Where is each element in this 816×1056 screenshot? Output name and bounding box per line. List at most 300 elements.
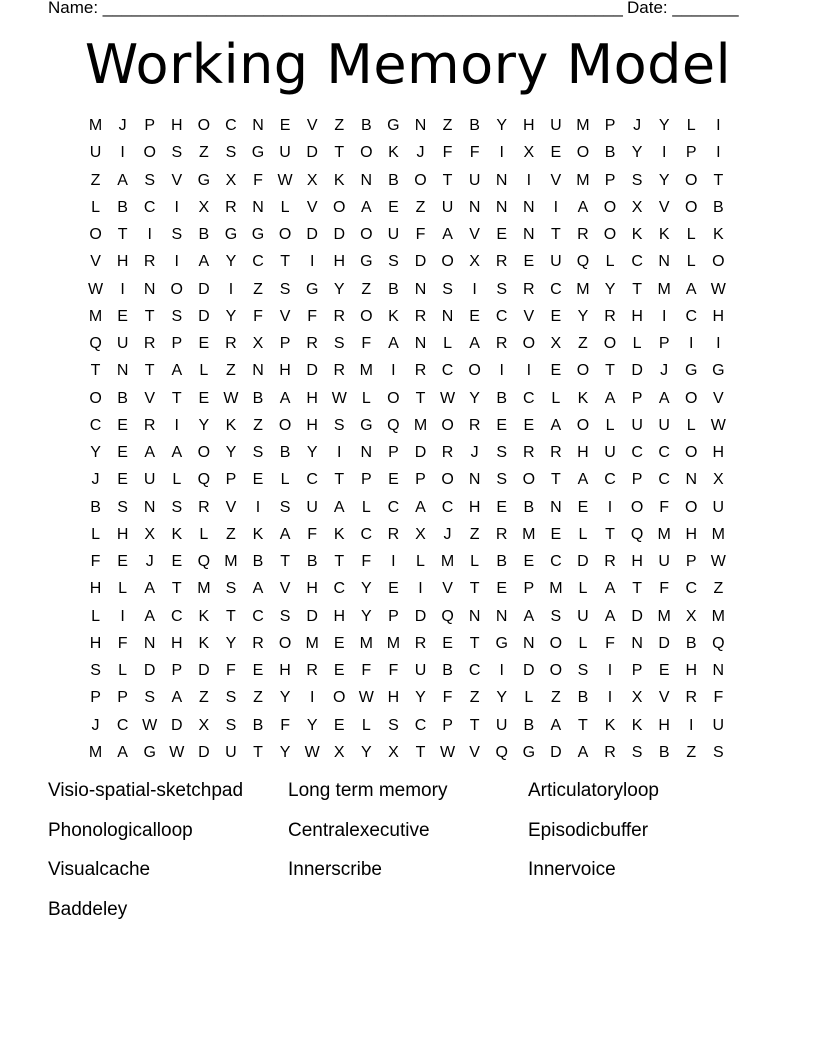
grid-letter[interactable]: J — [443, 525, 452, 543]
grid-letter[interactable]: H — [577, 444, 589, 462]
grid-letter[interactable]: L — [605, 416, 615, 434]
grid-letter[interactable]: B — [252, 553, 264, 571]
grid-letter[interactable]: Y — [658, 171, 670, 189]
grid-letter[interactable]: D — [170, 716, 183, 734]
grid-letter[interactable]: I — [472, 280, 477, 298]
grid-letter[interactable]: G — [495, 634, 508, 652]
grid-letter[interactable]: L — [118, 662, 128, 680]
grid-letter[interactable]: E — [117, 553, 128, 571]
grid-letter[interactable]: N — [523, 634, 535, 652]
grid-letter[interactable]: F — [280, 716, 290, 734]
grid-letter[interactable]: K — [171, 525, 183, 543]
grid-letter[interactable]: R — [414, 634, 427, 652]
grid-letter[interactable]: M — [711, 525, 725, 543]
grid-letter[interactable]: L — [578, 525, 588, 543]
grid-letter[interactable]: U — [604, 444, 616, 462]
grid-letter[interactable]: Z — [469, 525, 480, 543]
grid-letter[interactable]: H — [279, 362, 291, 380]
grid-letter[interactable]: D — [333, 226, 346, 244]
grid-letter[interactable]: Q — [197, 471, 211, 489]
grid-letter[interactable]: E — [388, 471, 399, 489]
grid-letter[interactable]: K — [713, 226, 724, 244]
name-field[interactable]: Name: _______________________________________________________ — [48, 0, 623, 17]
grid-letter[interactable]: F — [469, 144, 480, 162]
grid-letter[interactable]: E — [252, 471, 264, 489]
grid-letter[interactable]: T — [280, 253, 290, 271]
grid-letter[interactable]: T — [334, 471, 345, 489]
grid-letter[interactable]: B — [117, 198, 128, 216]
grid-letter[interactable]: G — [224, 226, 238, 244]
grid-letter[interactable]: Z — [361, 280, 372, 298]
grid-letter[interactable]: N — [495, 607, 508, 625]
grid-letter[interactable]: A — [685, 280, 697, 298]
grid-letter[interactable]: Z — [198, 144, 209, 162]
grid-letter[interactable]: O — [89, 389, 102, 407]
grid-letter[interactable]: U — [631, 416, 643, 434]
grid-letter[interactable]: H — [658, 716, 670, 734]
grid-letter[interactable]: K — [388, 144, 399, 162]
grid-letter[interactable]: N — [360, 171, 373, 189]
grid-letter[interactable]: A — [550, 716, 562, 734]
grid-letter[interactable]: V — [306, 198, 318, 216]
grid-letter[interactable]: Y — [604, 280, 616, 298]
grid-letter[interactable]: Y — [225, 634, 237, 652]
grid-letter[interactable]: R — [604, 743, 616, 761]
grid-letter[interactable]: O — [143, 144, 156, 162]
grid-letter[interactable]: Z — [253, 416, 263, 434]
grid-letter[interactable]: B — [279, 444, 291, 462]
grid-letter[interactable]: D — [550, 743, 562, 761]
grid-letter[interactable]: C — [252, 253, 264, 271]
grid-letter[interactable]: V — [279, 580, 291, 598]
grid-letter[interactable]: X — [198, 198, 210, 216]
grid-letter[interactable]: L — [91, 525, 100, 543]
grid-letter[interactable]: S — [252, 444, 264, 462]
grid-letter[interactable]: U — [550, 117, 562, 135]
grid-letter[interactable]: H — [116, 253, 129, 271]
grid-letter[interactable]: K — [604, 716, 616, 734]
grid-letter[interactable]: W — [142, 716, 158, 734]
grid-letter[interactable]: H — [116, 525, 129, 543]
grid-letter[interactable]: Y — [577, 307, 589, 325]
grid-letter[interactable]: C — [143, 198, 156, 216]
grid-letter[interactable]: P — [225, 471, 237, 489]
grid-letter[interactable]: O — [360, 226, 373, 244]
grid-letter[interactable]: D — [577, 553, 589, 571]
grid-letter[interactable]: A — [604, 607, 616, 625]
grid-letter[interactable]: S — [225, 580, 237, 598]
grid-letter[interactable]: N — [468, 198, 481, 216]
grid-letter[interactable]: G — [360, 416, 373, 434]
grid-letter[interactable]: S — [171, 226, 183, 244]
grid-letter[interactable]: E — [523, 553, 535, 571]
grid-letter[interactable]: K — [658, 226, 670, 244]
grid-letter[interactable]: U — [495, 716, 508, 734]
grid-letter[interactable]: F — [388, 662, 399, 680]
grid-letter[interactable]: G — [143, 743, 156, 761]
grid-letter[interactable]: E — [496, 498, 508, 516]
grid-letter[interactable]: B — [496, 389, 508, 407]
grid-letter[interactable]: M — [359, 634, 373, 652]
grid-letter[interactable]: P — [658, 335, 670, 353]
grid-letter[interactable]: N — [712, 662, 725, 680]
grid-letter[interactable]: T — [226, 607, 236, 625]
grid-letter[interactable]: R — [441, 444, 454, 462]
grid-letter[interactable]: O — [549, 662, 563, 680]
grid-letter[interactable]: T — [469, 716, 480, 734]
grid-letter[interactable]: L — [470, 553, 480, 571]
grid-letter[interactable]: O — [576, 416, 590, 434]
grid-letter[interactable]: L — [551, 389, 561, 407]
grid-letter[interactable]: A — [577, 198, 589, 216]
grid-letter[interactable]: I — [418, 580, 423, 598]
grid-letter[interactable]: O — [360, 144, 373, 162]
grid-letter[interactable]: O — [712, 253, 725, 271]
grid-letter[interactable]: D — [631, 607, 643, 625]
grid-letter[interactable]: D — [414, 607, 427, 625]
grid-letter[interactable]: I — [716, 335, 721, 353]
grid-letter[interactable]: N — [658, 253, 670, 271]
date-field[interactable]: Date: _______ — [627, 0, 739, 17]
grid-letter[interactable]: G — [685, 362, 698, 380]
grid-letter[interactable]: I — [309, 689, 315, 707]
grid-letter[interactable]: X — [523, 144, 535, 162]
grid-letter[interactable]: H — [89, 580, 102, 598]
grid-letter[interactable]: P — [144, 117, 156, 135]
grid-letter[interactable]: Q — [441, 607, 454, 625]
grid-letter[interactable]: U — [712, 498, 725, 516]
grid-letter[interactable]: S — [117, 498, 128, 516]
grid-letter[interactable]: R — [198, 498, 210, 516]
grid-letter[interactable]: E — [550, 525, 562, 543]
grid-letter[interactable]: H — [631, 553, 643, 571]
grid-letter[interactable]: M — [305, 634, 319, 652]
grid-letter[interactable]: P — [415, 471, 426, 489]
grid-letter[interactable]: L — [578, 580, 588, 598]
grid-letter[interactable]: T — [171, 389, 182, 407]
grid-letter[interactable]: A — [252, 580, 264, 598]
grid-letter[interactable]: Q — [576, 253, 590, 271]
grid-letter[interactable]: A — [117, 171, 128, 189]
grid-letter[interactable]: P — [604, 117, 616, 135]
grid-letter[interactable]: D — [306, 226, 318, 244]
grid-letter[interactable]: E — [550, 307, 562, 325]
grid-letter[interactable]: N — [441, 307, 454, 325]
grid-letter[interactable]: C — [441, 362, 454, 380]
grid-letter[interactable]: I — [499, 144, 504, 162]
grid-letter[interactable]: T — [415, 389, 426, 407]
grid-letter[interactable]: I — [174, 198, 179, 216]
grid-letter[interactable]: S — [550, 607, 562, 625]
grid-letter[interactable]: O — [603, 198, 617, 216]
grid-letter[interactable]: S — [279, 498, 291, 516]
grid-letter[interactable]: J — [91, 471, 100, 489]
grid-letter[interactable]: Q — [197, 553, 211, 571]
grid-letter[interactable]: U — [658, 553, 670, 571]
grid-letter[interactable]: E — [333, 662, 345, 680]
grid-letter[interactable]: F — [659, 498, 670, 516]
grid-letter[interactable]: V — [90, 253, 101, 271]
grid-letter[interactable]: J — [145, 553, 154, 571]
grid-letter[interactable]: I — [607, 498, 613, 516]
grid-letter[interactable]: I — [147, 226, 152, 244]
grid-letter[interactable]: B — [252, 716, 264, 734]
grid-letter[interactable]: Y — [306, 444, 318, 462]
grid-letter[interactable]: E — [198, 335, 210, 353]
grid-letter[interactable]: E — [117, 416, 128, 434]
grid-letter[interactable]: H — [170, 634, 183, 652]
grid-letter[interactable]: Z — [442, 117, 453, 135]
grid-letter[interactable]: W — [304, 743, 320, 761]
grid-letter[interactable]: X — [469, 253, 480, 271]
grid-letter[interactable]: K — [225, 416, 237, 434]
grid-letter[interactable]: C — [550, 280, 562, 298]
grid-letter[interactable]: U — [279, 144, 291, 162]
grid-letter[interactable]: S — [225, 144, 237, 162]
grid-letter[interactable]: V — [523, 307, 535, 325]
grid-letter[interactable]: O — [170, 280, 183, 298]
grid-letter[interactable]: I — [689, 716, 694, 734]
grid-letter[interactable]: U — [89, 144, 102, 162]
grid-letter[interactable]: W — [358, 689, 374, 707]
grid-letter[interactable]: V — [658, 198, 670, 216]
grid-letter[interactable]: I — [499, 362, 504, 380]
grid-letter[interactable]: M — [576, 280, 590, 298]
grid-letter[interactable]: C — [685, 580, 698, 598]
grid-letter[interactable]: N — [685, 471, 698, 489]
grid-letter[interactable]: E — [469, 307, 480, 325]
grid-letter[interactable]: K — [252, 525, 264, 543]
grid-letter[interactable]: O — [685, 171, 698, 189]
grid-letter[interactable]: X — [685, 607, 697, 625]
grid-letter[interactable]: T — [415, 743, 426, 761]
grid-letter[interactable]: F — [361, 553, 372, 571]
grid-letter[interactable]: J — [470, 444, 479, 462]
grid-letter[interactable]: I — [120, 144, 125, 162]
grid-letter[interactable]: V — [469, 743, 480, 761]
grid-letter[interactable]: G — [251, 144, 265, 162]
grid-letter[interactable]: S — [171, 307, 183, 325]
grid-letter[interactable]: V — [171, 171, 183, 189]
grid-letter[interactable]: I — [661, 307, 667, 325]
grid-letter[interactable]: C — [631, 253, 643, 271]
grid-letter[interactable]: S — [90, 662, 101, 680]
grid-letter[interactable]: B — [252, 389, 264, 407]
grid-letter[interactable]: B — [198, 226, 210, 244]
grid-letter[interactable]: U — [414, 662, 427, 680]
grid-letter[interactable]: R — [604, 553, 616, 571]
grid-letter[interactable]: M — [657, 525, 671, 543]
grid-letter[interactable]: T — [632, 580, 642, 598]
grid-letter[interactable]: Y — [631, 144, 643, 162]
grid-letter[interactable]: I — [526, 171, 532, 189]
grid-letter[interactable]: A — [360, 198, 372, 216]
grid-letter[interactable]: Y — [225, 444, 237, 462]
grid-letter[interactable]: Y — [279, 743, 291, 761]
grid-letter[interactable]: T — [632, 280, 642, 298]
grid-letter[interactable]: H — [333, 253, 346, 271]
grid-letter[interactable]: K — [631, 716, 643, 734]
grid-letter[interactable]: L — [361, 716, 371, 734]
grid-letter[interactable]: R — [468, 416, 481, 434]
grid-letter[interactable]: H — [631, 307, 643, 325]
grid-letter[interactable]: K — [198, 634, 210, 652]
grid-letter[interactable]: B — [117, 389, 128, 407]
grid-letter[interactable]: M — [88, 743, 103, 761]
grid-letter[interactable]: D — [198, 743, 210, 761]
grid-letter[interactable]: A — [171, 362, 183, 380]
grid-letter[interactable]: E — [496, 416, 508, 434]
grid-letter[interactable]: N — [468, 471, 481, 489]
grid-letter[interactable]: N — [523, 198, 535, 216]
grid-letter[interactable]: R — [414, 362, 427, 380]
grid-letter[interactable]: F — [307, 307, 318, 325]
grid-letter[interactable]: R — [252, 634, 264, 652]
grid-letter[interactable]: I — [391, 553, 396, 571]
grid-letter[interactable]: P — [117, 689, 128, 707]
grid-letter[interactable]: D — [414, 444, 427, 462]
grid-letter[interactable]: W — [169, 743, 185, 761]
grid-letter[interactable]: O — [441, 416, 454, 434]
grid-letter[interactable]: H — [685, 525, 698, 543]
grid-letter[interactable]: L — [199, 362, 209, 380]
grid-letter[interactable]: S — [496, 444, 508, 462]
grid-letter[interactable]: W — [710, 280, 726, 298]
grid-letter[interactable]: N — [143, 280, 156, 298]
grid-letter[interactable]: I — [309, 253, 315, 271]
grid-letter[interactable]: G — [522, 743, 536, 761]
grid-letter[interactable]: T — [144, 362, 155, 380]
grid-letter[interactable]: B — [523, 716, 535, 734]
grid-letter[interactable]: W — [710, 553, 726, 571]
grid-letter[interactable]: X — [713, 471, 724, 489]
grid-letter[interactable]: T — [334, 553, 345, 571]
grid-letter[interactable]: S — [496, 471, 508, 489]
grid-letter[interactable]: R — [143, 335, 156, 353]
grid-letter[interactable]: I — [607, 689, 613, 707]
grid-letter[interactable]: A — [604, 580, 616, 598]
grid-letter[interactable]: T — [713, 171, 724, 189]
grid-letter[interactable]: N — [252, 198, 264, 216]
grid-letter[interactable]: Z — [469, 689, 480, 707]
grid-letter[interactable]: B — [90, 498, 101, 516]
grid-letter[interactable]: T — [171, 580, 182, 598]
grid-letter[interactable]: N — [495, 171, 508, 189]
grid-letter[interactable]: P — [631, 389, 643, 407]
grid-letter[interactable]: S — [279, 280, 291, 298]
grid-letter[interactable]: A — [279, 389, 291, 407]
grid-letter[interactable]: A — [658, 389, 670, 407]
grid-letter[interactable]: F — [415, 226, 426, 244]
grid-letter[interactable]: A — [144, 580, 156, 598]
grid-letter[interactable]: M — [711, 607, 725, 625]
grid-letter[interactable]: X — [550, 335, 562, 353]
grid-letter[interactable]: I — [337, 444, 342, 462]
grid-letter[interactable]: C — [360, 525, 373, 543]
grid-letter[interactable]: H — [712, 307, 725, 325]
grid-letter[interactable]: E — [658, 662, 670, 680]
grid-letter[interactable]: O — [441, 471, 454, 489]
grid-letter[interactable]: S — [631, 171, 643, 189]
grid-letter[interactable]: L — [361, 389, 371, 407]
grid-letter[interactable]: A — [171, 444, 183, 462]
grid-letter[interactable]: H — [306, 416, 318, 434]
grid-letter[interactable]: C — [631, 444, 643, 462]
grid-letter[interactable]: O — [333, 689, 346, 707]
grid-letter[interactable]: E — [252, 662, 264, 680]
grid-letter[interactable]: O — [576, 144, 590, 162]
grid-letter[interactable]: H — [279, 662, 291, 680]
grid-letter[interactable]: E — [117, 471, 128, 489]
grid-letter[interactable]: B — [360, 117, 372, 135]
grid-letter[interactable]: L — [632, 335, 642, 353]
grid-letter[interactable]: A — [171, 689, 183, 707]
grid-letter[interactable]: I — [174, 253, 179, 271]
grid-letter[interactable]: E — [523, 416, 535, 434]
grid-letter[interactable]: E — [117, 444, 128, 462]
grid-letter[interactable]: F — [659, 580, 670, 598]
grid-letter[interactable]: T — [117, 226, 128, 244]
grid-letter[interactable]: A — [550, 416, 562, 434]
grid-letter[interactable]: E — [496, 580, 508, 598]
grid-letter[interactable]: F — [253, 171, 263, 189]
grid-letter[interactable]: L — [686, 253, 696, 271]
grid-letter[interactable]: R — [604, 307, 616, 325]
grid-letter[interactable]: C — [252, 607, 264, 625]
grid-letter[interactable]: D — [306, 607, 318, 625]
grid-letter[interactable]: W — [277, 171, 293, 189]
grid-letter[interactable]: E — [388, 198, 399, 216]
grid-letter[interactable]: V — [550, 171, 562, 189]
grid-letter[interactable]: T — [334, 144, 345, 162]
grid-letter[interactable]: O — [630, 498, 644, 516]
grid-letter[interactable]: E — [550, 362, 562, 380]
grid-letter[interactable]: F — [307, 525, 318, 543]
grid-letter[interactable]: A — [577, 743, 589, 761]
grid-letter[interactable]: N — [360, 444, 373, 462]
grid-letter[interactable]: M — [386, 634, 401, 652]
grid-letter[interactable]: R — [550, 444, 562, 462]
grid-letter[interactable]: Y — [198, 416, 210, 434]
grid-letter[interactable]: X — [252, 335, 264, 353]
grid-letter[interactable]: B — [306, 553, 318, 571]
grid-letter[interactable]: O — [685, 444, 698, 462]
grid-letter[interactable]: S — [144, 689, 156, 707]
grid-letter[interactable]: M — [657, 607, 671, 625]
grid-letter[interactable]: Q — [387, 416, 400, 434]
grid-letter[interactable]: O — [549, 634, 563, 652]
grid-letter[interactable]: D — [658, 634, 670, 652]
grid-letter[interactable]: S — [388, 253, 399, 271]
grid-letter[interactable]: N — [116, 362, 129, 380]
grid-letter[interactable]: P — [171, 662, 183, 680]
grid-letter[interactable]: A — [333, 498, 345, 516]
grid-letter[interactable]: D — [198, 307, 210, 325]
grid-letter[interactable]: D — [523, 662, 535, 680]
grid-letter[interactable]: A — [198, 253, 210, 271]
grid-letter[interactable]: B — [604, 144, 616, 162]
grid-letter[interactable]: I — [716, 144, 721, 162]
grid-letter[interactable]: P — [388, 607, 399, 625]
grid-letter[interactable]: F — [117, 634, 128, 652]
grid-letter[interactable]: S — [577, 662, 589, 680]
grid-letter[interactable]: A — [144, 444, 156, 462]
grid-letter[interactable]: X — [631, 198, 643, 216]
grid-letter[interactable]: N — [495, 198, 508, 216]
grid-letter[interactable]: R — [495, 335, 508, 353]
grid-letter[interactable]: R — [495, 253, 508, 271]
grid-letter[interactable]: L — [280, 471, 290, 489]
